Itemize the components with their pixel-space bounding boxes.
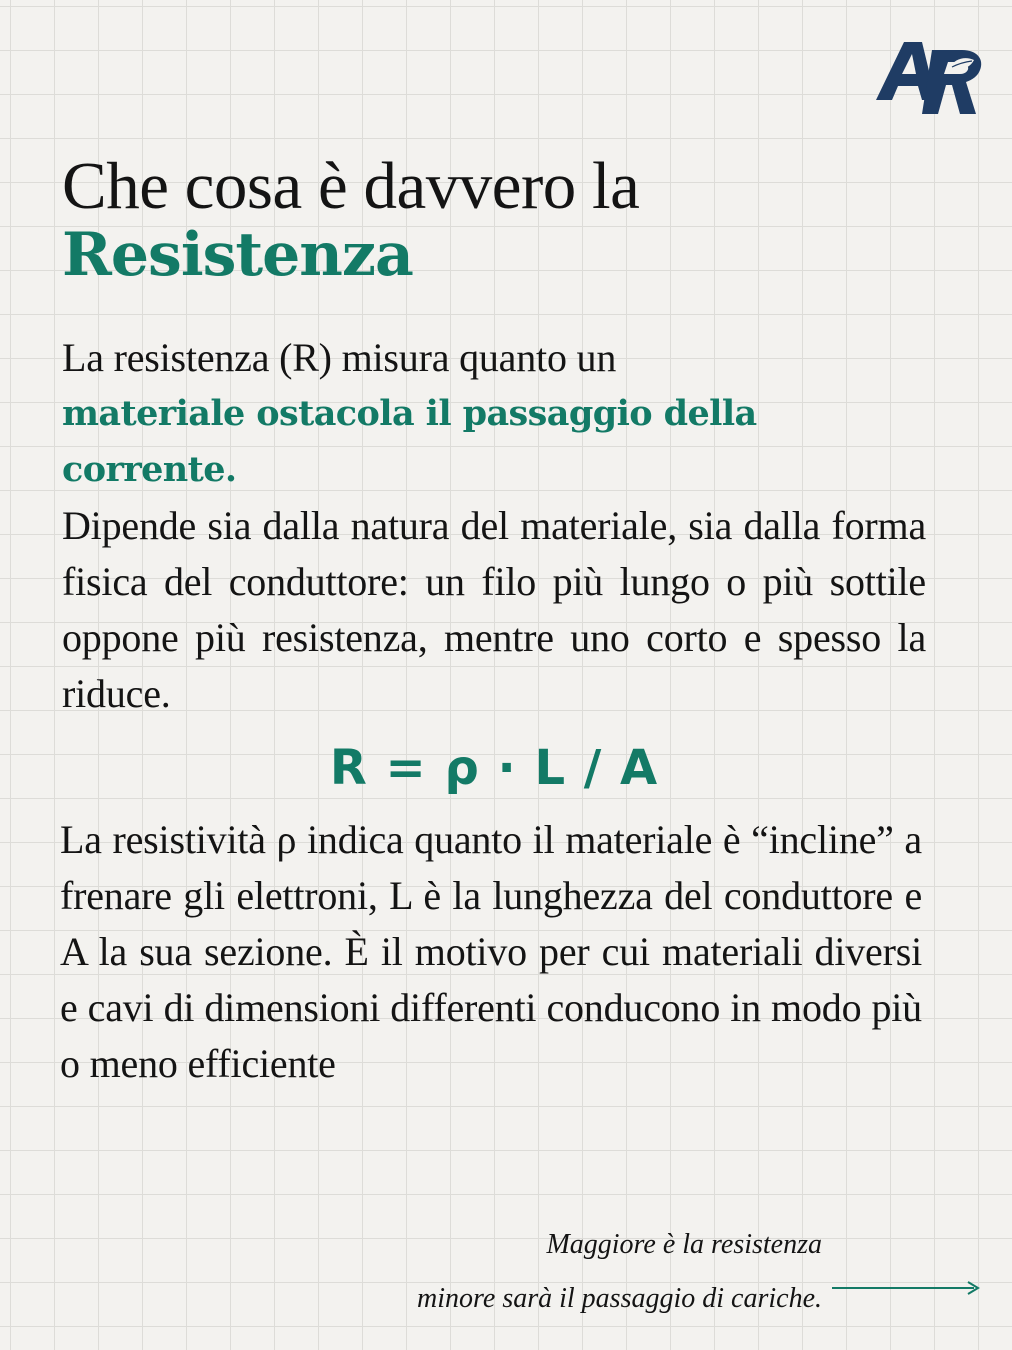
intro-highlight-line-2: corrente. xyxy=(62,449,237,490)
page-title xyxy=(62,150,942,288)
intro-body: Dipende sia dalla natura del materiale, sia dalla forma fisica del conduttore: un filo più lungo o più sottile oppone più resistenza, mentre uno corto e spesso la riduce. xyxy=(62,503,926,716)
footer-note xyxy=(300,1218,822,1326)
brand-logo xyxy=(874,38,988,118)
explanation-paragraph: La resistività ρ indica quanto il materiale è “incline” a frenare gli elettroni, L è la lunghezza del conduttore e A la sua sezione. È il motivo per cui materiali diversi e cavi di dimensioni differenti conducono in modo più o meno efficiente xyxy=(60,817,922,1086)
title-keyword: Resistenza xyxy=(62,220,413,290)
intro-lead: La resistenza (R) misura quanto un xyxy=(62,335,617,380)
resistance-formula: R = ρ · L / A xyxy=(329,740,659,796)
title-line-1: Che cosa è davvero la xyxy=(62,149,640,223)
note-line-1: Maggiore è la resistenza xyxy=(546,1229,822,1260)
ar-logo-mark xyxy=(874,38,988,118)
intro-paragraph xyxy=(62,330,926,722)
intro-highlight-line-1: materiale ostacola il passaggio della xyxy=(62,393,757,434)
note-line-2: minore sarà il passaggio di cariche. xyxy=(417,1283,822,1314)
arrow-right-icon xyxy=(832,1280,982,1296)
